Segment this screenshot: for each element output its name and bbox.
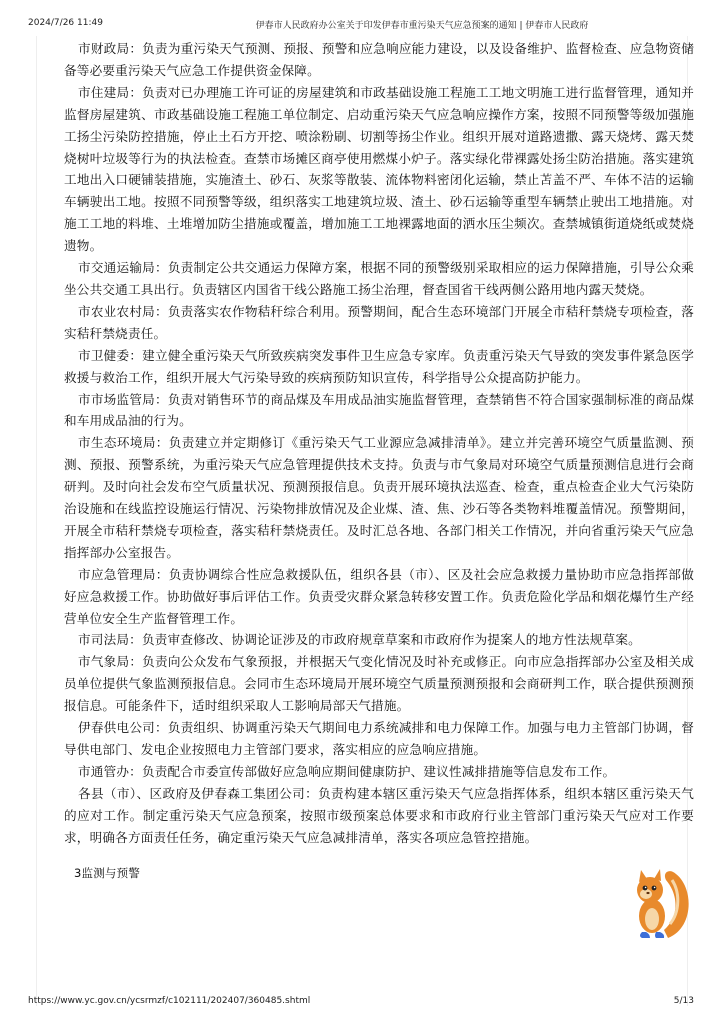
page-url: https://www.yc.gov.cn/ycsrmzf/c102111/202407/360485.shtml	[28, 996, 311, 1006]
section-heading: 3监测与预警	[74, 865, 141, 880]
paragraph-ecology-bureau: 市生态环境局：负责建立并定期修订《重污染天气工业源应急减排清单》。建立并完善环境空气质量监测、预测、预报、预警系统，为重污染天气应急管理提供技术支持。负责与市气象局对环境空气质量预测信息进行会商研判。及时向社会发布空气质量状况、预测预报信息。负责开展环境执法巡查、检查，重点检查企业大气污染防治设施和在线监控设施运行情况、污染物排放情况及企业煤、渣、焦、沙石等各类物料堆覆盖情况。预警期间，开展全市秸秆禁烧专项检查，落实秸秆禁烧责任。及时汇总各地、各部门相关工作情况，并向省重污染天气应急指挥部办公室报告。	[64, 435, 694, 560]
paragraph-transport-bureau: 市交通运输局：负责制定公共交通运力保障方案，根据不同的预警级别采取相应的运力保障措施，引导公众乘坐公共交通工具出行。负责辖区内国省干线公路施工扬尘治理，督查国省干线两侧公路用地内露天焚烧。	[64, 260, 694, 297]
paragraph-housing-bureau: 市住建局：负责对已办理施工许可证的房屋建筑和市政基础设施工程施工工地文明施工进行监督管理，通知并监督房屋建筑、市政基础设施工程施工单位制定、启动重污染天气应急响应操作方案，按照不同预警等级加强施工扬尘污染防控措施，停止土石方开挖、喷涂粉刷、切割等扬尘作业。组织开展对道路遗撒、露天烧烤、露天焚烧树叶垃圾等行为的执法检查。查禁市场摊区商亭使用燃煤小炉子。落实绿化带裸露处扬尘防治措施。落实建筑工地出入口硬铺装措施，实施渣土、砂石、灰浆等散装、流体物料密闭化运输，禁止苫盖不严、车体不洁的运输车辆驶出工地。按照不同预警等级，组织落实工地建筑垃圾、渣土、砂石运输等重型车辆禁止驶出工地措施。对施工工地的料堆、土堆增加防尘措施或覆盖，增加施工工地裸露地面的洒水压尘频次。查禁城镇街道烧纸或焚烧遗物。	[64, 84, 694, 254]
paragraph-finance-bureau: 市财政局：负责为重污染天气预测、预报、预警和应急响应能力建设，以及设备维护、监督检查、应急物资储备等必要重污染天气应急工作提供资金保障。	[64, 41, 694, 78]
paragraph-agriculture-bureau: 市农业农村局：负责落实农作物秸秆综合利用。预警期间，配合生态环境部门开展全市秸秆禁烧专项检查，落实秸秆禁烧责任。	[64, 303, 694, 341]
paragraph-power-company: 伊春供电公司：负责组织、协调重污染天气期间电力系统减排和电力保障工作。加强与电力主管部门协调，督导供电部门、发电企业按照电力主管部门要求，落实相应的应急响应措施。	[64, 720, 694, 757]
page-title: 伊春市人民政府办公室关于印发伊春市重污染天气应急预案的通知 | 伊春市人民政府	[255, 21, 589, 31]
paragraph-market-supervision: 市市场监管局：负责对销售环节的商品煤及车用成品油实施监督管理，查禁销售不符合国家强制标准的商品煤和车用成品油的行为。	[64, 391, 694, 429]
document-body	[64, 38, 694, 884]
squirrel-mascot-icon[interactable]	[628, 858, 690, 944]
paragraph-emergency-bureau: 市应急管理局：负责协调综合性应急救援队伍，组织各县（市）、区及社会应急救援力量协助市应急指挥部做好应急救援工作。协助做好事后评估工作。负责受灾群众紧急转移安置工作。负责危险化学品和烟花爆竹生产经营单位安全生产监督管理工作。	[64, 566, 694, 626]
paragraph-county-governments: 各县（市）、区政府及伊春森工集团公司：负责构建本辖区重污染天气应急指挥体系，组织本辖区重污染天气的应对工作。制定重污染天气应急预案，按照市级预案总体要求和市政府行业主管部门重污染天气应对工作要求，明确各方面责任任务，确定重污染天气应急减排清单，落实各项应急管控措施。	[64, 785, 694, 845]
paragraph-justice-bureau: 市司法局：负责审查修改、协调论证涉及的市政府规章草案和市政府作为提案人的地方性法规草案。	[78, 632, 641, 648]
paragraph-communications-office: 市通管办：负责配合市委宣传部做好应急响应期间健康防护、建议性减排措施等信息发布工作。	[78, 763, 616, 779]
paragraph-meteorology-bureau: 市气象局：负责向公众发布气象预报，并根据天气变化情况及时补充或修正。向市应急指挥部办公室及相关成员单位提供气象监测预报信息。会同市生态环境局开展环境空气质量预测预报和会商研判工作，联合提供预测预报信息。可能条件下，适时组织采取人工影响局部天气措施。	[64, 654, 694, 714]
print-date: 2024/7/26 11:49	[28, 18, 103, 28]
print-header	[0, 0, 724, 34]
page-number: 5/13	[673, 996, 694, 1006]
paragraph-health-commission: 市卫健委：建立健全重污染天气所致疾病突发事件卫生应急专家库。负责重污染天气导致的突发事件紧急医学救援与救治工作，组织开展大气污染导致的疾病预防知识宣传，科学指导公众提高防护能力。	[64, 347, 694, 385]
